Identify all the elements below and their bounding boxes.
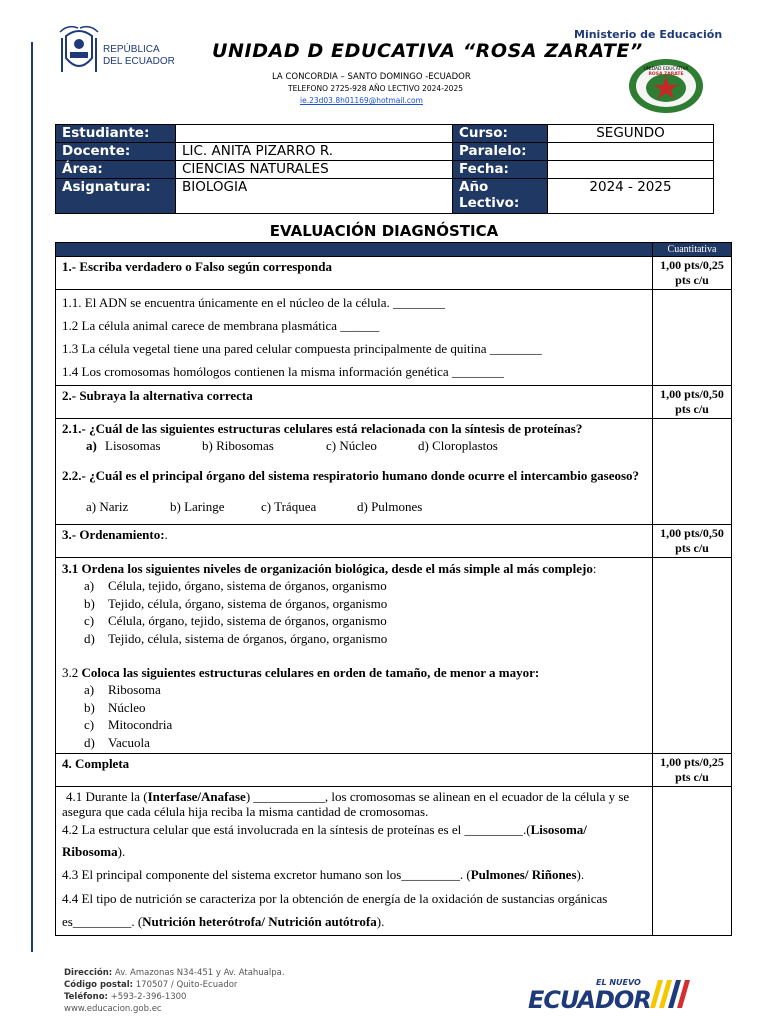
estudiante-label: Estudiante: — [56, 125, 176, 143]
asignatura-label: Asignatura: — [56, 179, 176, 214]
item-4-3[interactable]: 4.3 El principal componente del sistema excretor humano son los_________. (Pulmones/ Riñones). — [62, 867, 585, 882]
option-2-2-c[interactable]: c) Tráquea — [261, 499, 317, 514]
footer-postal: Código postal: 170507 / Quito-Ecuador — [64, 980, 238, 990]
question-3-1: 3.1 Ordena los siguientes niveles de organización biológica, desde el más simple al más complejo: — [62, 561, 597, 576]
email-link[interactable]: ie.23d03.8h01169@hotmail.com — [300, 96, 423, 105]
option-2-1-a[interactable]: Lisosomas — [105, 438, 161, 453]
question-3-2-options — [62, 681, 646, 751]
student-info-table — [55, 124, 714, 214]
section-3-header — [56, 525, 732, 558]
option-2-2-d[interactable]: d) Pulmones — [357, 499, 423, 514]
section-3-points: 1,00 pts/0,50 pts c/u — [653, 525, 732, 558]
fecha-field[interactable] — [548, 161, 714, 179]
curso-field[interactable]: SEGUNDO — [548, 125, 714, 143]
item-1-3[interactable]: 1.3 La célula vegetal tiene una pared celular compuesta principalmente de quitina ________ — [62, 341, 542, 356]
section-4-header — [56, 754, 732, 787]
section-2-header — [56, 386, 732, 419]
item-4-1[interactable]: 4.1 Durante la (Interfase/Anafase) ___________, los cromosomas se alinean en el ecuador de la célula y se asegura que cada célula hija reciba la misma cantidad de cromosomas. — [62, 789, 630, 819]
school-title: UNIDAD D EDUCATIVA “ROSA ZARATE” — [212, 40, 643, 62]
republic-label: REPÚBLICA DEL ECUADOR — [103, 44, 175, 67]
question-2-2: 2.2.- ¿Cuál es el principal órgano del sistema respiratorio humano donde ocurre el intercambio gaseoso? — [62, 468, 640, 483]
docente-field[interactable]: LIC. ANITA PIZARRO R. — [176, 143, 453, 161]
option-a-marker: a) — [86, 438, 97, 453]
question-2-1: 2.1.- ¿Cuál de las siguientes estructuras celulares está relacionada con la síntesis de proteínas? — [62, 421, 583, 436]
item-4-2[interactable]: 4.2 La estructura celular que está involucrada en la síntesis de proteínas es el _________.(Lisosoma/ Ribosoma). — [62, 822, 587, 859]
school-seal-icon — [628, 58, 704, 114]
anio-lectivo-field[interactable]: 2024 - 2025 — [548, 179, 714, 214]
option-3-1-a[interactable]: a) Célula, tejido, órgano, sistema de órganos, organismo — [84, 578, 387, 593]
option-2-2-b[interactable]: b) Laringe — [170, 499, 225, 514]
option-3-1-d[interactable]: d) Tejido, célula, sistema de órganos, órgano, organismo — [84, 630, 388, 646]
section-1-body — [56, 290, 732, 386]
section-2-body — [56, 419, 732, 525]
fecha-label: Fecha: — [453, 161, 548, 179]
section-3-title: 3.- Ordenamiento:. — [56, 525, 653, 558]
asignatura-field[interactable]: BIOLOGIA — [176, 179, 453, 214]
question-3-1-options — [62, 577, 646, 647]
section-4-items — [56, 787, 653, 936]
phone-line: TELEFONO 2725-928 AÑO LECTIVO 2024-2025 — [288, 84, 463, 93]
el-nuevo-ecuador-logo — [526, 972, 694, 1012]
docente-label: Docente: — [56, 143, 176, 161]
evaluation-table — [55, 242, 732, 936]
footer-contact — [64, 967, 285, 1015]
section-2-title: 2.- Subraya la alternativa correcta — [56, 386, 653, 419]
section-1-header — [56, 257, 732, 290]
section-2-score — [653, 419, 732, 525]
item-1-4[interactable]: 1.4 Los cromosomas homólogos contienen la misma información genética ________ — [62, 364, 504, 379]
svg-text:ROSA ZARATE: ROSA ZARATE — [648, 72, 684, 77]
option-2-1-d[interactable]: d) Cloroplastos — [418, 438, 498, 453]
option-3-2-d[interactable]: d) Vacuola — [84, 734, 150, 750]
paralelo-field[interactable] — [548, 143, 714, 161]
question-3-2: 3.2 Coloca las siguientes estructuras celulares en orden de tamaño, de menor a mayor: — [62, 665, 540, 680]
area-field[interactable]: CIENCIAS NATURALES — [176, 161, 453, 179]
area-label: Área: — [56, 161, 176, 179]
section-1-points: 1,00 pts/0,25 pts c/u — [653, 257, 732, 290]
item-1-1[interactable]: 1.1. El ADN se encuentra únicamente en el núcleo de la célula. ________ — [62, 295, 446, 310]
margin-rule — [31, 42, 33, 952]
footer-website[interactable]: www.educacion.gob.ec — [64, 1004, 162, 1014]
option-3-2-c[interactable]: c) Mitocondria — [84, 717, 173, 732]
option-2-1-b[interactable]: b) Ribosomas — [202, 438, 274, 453]
curso-label: Curso: — [453, 125, 548, 143]
svg-text:EL NUEVO: EL NUEVO — [596, 978, 641, 987]
option-2-1-c[interactable]: c) Núcleo — [326, 438, 377, 453]
option-3-2-b[interactable]: b) Núcleo — [84, 699, 146, 715]
option-3-1-c[interactable]: c) Célula, órgano, tejido, sistema de órganos, organismo — [84, 613, 387, 628]
coat-of-arms-icon — [58, 22, 100, 80]
item-4-4[interactable]: 4.4 El tipo de nutrición se caracteriza por la obtención de energía de la oxidación de sustancias orgánicas es_________. (Nutrición heterótrofa/ Nutrición autótrofa). — [62, 891, 608, 929]
section-4-points: 1,00 pts/0,25 pts c/u — [653, 754, 732, 787]
section-1-items — [56, 290, 653, 386]
estudiante-field[interactable] — [176, 125, 453, 143]
section-2-items — [56, 419, 653, 525]
section-3-items — [56, 558, 653, 754]
svg-text:ECUADOR: ECUADOR — [528, 986, 651, 1012]
question-2-1-options — [62, 437, 646, 455]
section-3-score — [653, 558, 732, 754]
option-2-2-a[interactable]: a) Nariz — [86, 499, 129, 514]
question-2-2-options — [62, 498, 646, 516]
section-3-body — [56, 558, 732, 754]
table-header-row — [56, 243, 732, 257]
option-3-1-b[interactable]: b) Tejido, célula, órgano, sistema de órganos, organismo — [84, 595, 388, 611]
footer-address: Dirección: Av. Amazonas N34-451 y Av. Atahualpa. — [64, 968, 285, 978]
item-1-2[interactable]: 1.2 La célula animal carece de membrana plasmática ______ — [62, 318, 380, 333]
footer-phone: Teléfono: +593-2-396-1300 — [64, 992, 187, 1002]
svg-text:UNIDAD EDUCATIVA: UNIDAD EDUCATIVA — [643, 67, 689, 72]
anio-lectivo-label: Año Lectivo: — [453, 179, 548, 214]
address-line: LA CONCORDIA – SANTO DOMINGO -ECUADOR — [272, 72, 471, 82]
header-blank — [56, 243, 653, 257]
paralelo-label: Paralelo: — [453, 143, 548, 161]
cuantitativa-header: Cuantitativa — [653, 243, 732, 257]
section-4-score — [653, 787, 732, 936]
evaluation-title: EVALUACIÓN DIAGNÓSTICA — [269, 222, 499, 240]
section-2-points: 1,00 pts/0,50 pts c/u — [653, 386, 732, 419]
ministry-label: Ministerio de Educación — [574, 28, 723, 41]
section-1-score — [653, 290, 732, 386]
section-4-body — [56, 787, 732, 936]
section-1-title: 1.- Escriba verdadero o Falso según corresponda — [56, 257, 653, 290]
section-4-title: 4. Completa — [56, 754, 653, 787]
option-3-2-a[interactable]: a) Ribosoma — [84, 682, 161, 697]
